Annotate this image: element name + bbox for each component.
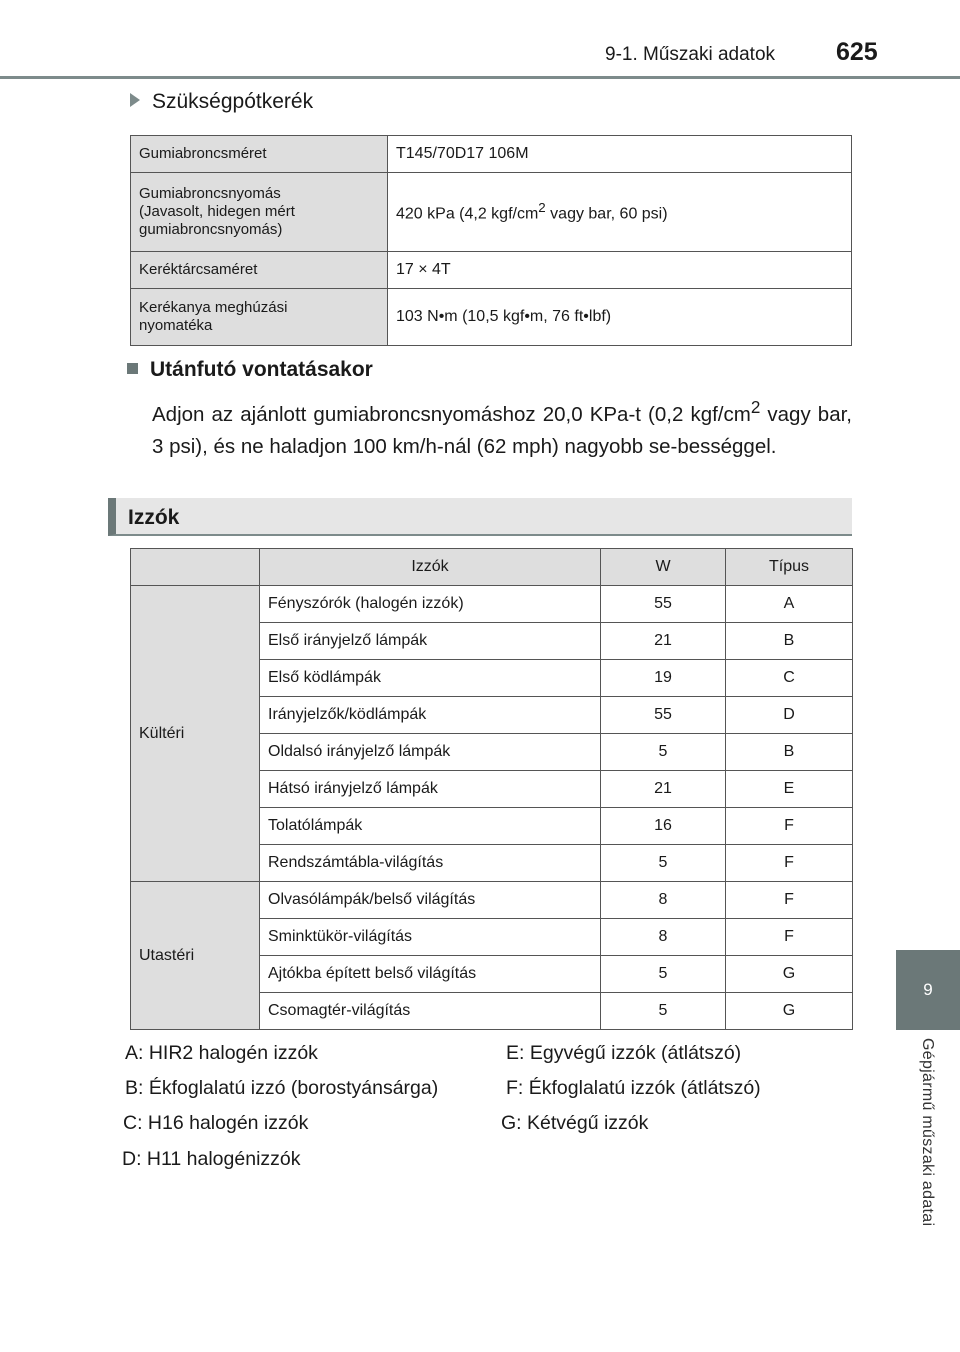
table-row: [131, 882, 853, 919]
bulb-type: G: [726, 993, 853, 1030]
group-cell: Kültéri: [131, 586, 260, 882]
bulb-watt: 19: [601, 660, 726, 697]
table-row: [131, 289, 852, 346]
spec-key-line: Kerékanya meghúzási: [139, 299, 288, 316]
bulb-watt: 55: [601, 697, 726, 734]
legend-g: G: Kétvégű izzók: [501, 1112, 649, 1134]
column-header: [131, 549, 260, 586]
spec-value-text: vagy bar, 60 psi): [545, 205, 668, 223]
bulb-type: B: [726, 734, 853, 771]
group-cell: Utastéri: [131, 882, 260, 1030]
bulbs-table: [130, 548, 853, 1030]
legend-e: E: Egyvégű izzók (átlátszó): [506, 1042, 742, 1064]
spec-value: T145/70D17 106M: [388, 136, 852, 173]
trailer-text: Adjon az ajánlott gumiabroncsnyomáshoz 20,0 KPa-t (0,2 kgf/cm: [152, 402, 751, 426]
table-row: [131, 252, 852, 289]
bulb-name: Irányjelzők/ködlámpák: [260, 697, 601, 734]
bulb-type: F: [726, 808, 853, 845]
legend-a: A: HIR2 halogén izzók: [125, 1042, 318, 1064]
table-row: [131, 173, 852, 252]
bulb-type: G: [726, 956, 853, 993]
trailer-text: vagy bar, 3 psi), és ne haladjon 100 km/h-nál (62 mph) nagyobb se-bességgel.: [152, 402, 852, 458]
trailer-paragraph: [152, 392, 852, 463]
bulb-name: Olvasólámpák/belső világítás: [260, 882, 601, 919]
spec-key: Keréktárcsaméret: [131, 252, 388, 289]
spec-key: [131, 173, 388, 252]
spec-key-line: Gumiabroncsnyomás: [139, 185, 281, 202]
chapter-tab-label: [896, 1030, 960, 1352]
legend-f: F: Ékfoglalatú izzók (átlátszó): [506, 1077, 761, 1099]
spec-value: 103 N•m (10,5 kgf•m, 76 ft•lbf): [388, 289, 852, 346]
chapter-tab-label-text: Gépjármű műszaki adatai: [919, 1038, 936, 1227]
spec-key-line: nyomatéka: [139, 317, 213, 334]
bulb-name: Hátsó irányjelző lámpák: [260, 771, 601, 808]
bulbs-section-heading: [108, 498, 852, 536]
bulb-name: Oldalsó irányjelző lámpák: [260, 734, 601, 771]
bulb-watt: 21: [601, 771, 726, 808]
bulb-type: F: [726, 919, 853, 956]
header-divider: [0, 76, 960, 79]
spec-value: [388, 173, 852, 252]
bulb-watt: 5: [601, 845, 726, 882]
superscript: 2: [538, 200, 546, 216]
bulb-type: C: [726, 660, 853, 697]
column-header: Típus: [726, 549, 853, 586]
bulb-type: F: [726, 882, 853, 919]
column-header: Izzók: [260, 549, 601, 586]
bulb-type: A: [726, 586, 853, 623]
bulb-type: B: [726, 623, 853, 660]
spare-wheel-title: Szükségpótkerék: [152, 90, 314, 113]
chapter-tab-number: 9: [896, 950, 960, 1030]
bulb-name: Sminktükör-világítás: [260, 919, 601, 956]
bulb-type: E: [726, 771, 853, 808]
bulb-type: F: [726, 845, 853, 882]
spec-key-line: (Javasolt, hidegen mért: [139, 203, 295, 220]
bulb-watt: 21: [601, 623, 726, 660]
page-number: 625: [836, 38, 878, 66]
bulb-watt: 5: [601, 734, 726, 771]
column-header: W: [601, 549, 726, 586]
bulb-watt: 16: [601, 808, 726, 845]
bulb-watt: 8: [601, 882, 726, 919]
spec-key: Gumiabroncsméret: [131, 136, 388, 173]
header-section-title: 9-1. Műszaki adatok: [605, 44, 776, 65]
bulb-watt: 55: [601, 586, 726, 623]
spec-key: [131, 289, 388, 346]
table-header-row: [131, 549, 853, 586]
spec-key-line: gumiabroncsnyomás): [139, 221, 283, 238]
bulbs-title: Izzók: [128, 506, 180, 529]
square-bullet-icon: [127, 363, 138, 374]
bulb-name: Tolatólámpák: [260, 808, 601, 845]
legend-b: B: Ékfoglalatú izzó (borostyánsárga): [125, 1077, 439, 1099]
legend-d: D: H11 halogénizzók: [122, 1148, 301, 1170]
table-row: [131, 136, 852, 173]
spare-wheel-table: [130, 135, 852, 346]
bulb-name: Első ködlámpák: [260, 660, 601, 697]
bulb-name: Csomagtér-világítás: [260, 993, 601, 1030]
table-row: [131, 586, 853, 623]
spec-value-text: 420 kPa (4,2 kgf/cm: [396, 205, 539, 223]
trailer-title: Utánfutó vontatásakor: [150, 358, 373, 381]
bulb-type: D: [726, 697, 853, 734]
triangle-bullet-icon: [130, 93, 140, 107]
bulb-name: Fényszórók (halogén izzók): [260, 586, 601, 623]
spare-wheel-heading: [130, 90, 313, 114]
legend-c: C: H16 halogén izzók: [123, 1112, 309, 1134]
bulb-watt: 5: [601, 956, 726, 993]
bulb-name: Ajtókba épített belső világítás: [260, 956, 601, 993]
bulb-name: Rendszámtábla-világítás: [260, 845, 601, 882]
bulb-watt: 8: [601, 919, 726, 956]
bulb-name: Első irányjelző lámpák: [260, 623, 601, 660]
bulb-watt: 5: [601, 993, 726, 1030]
trailer-heading: [127, 358, 373, 382]
spec-value: 17 × 4T: [388, 252, 852, 289]
superscript: 2: [750, 398, 761, 417]
